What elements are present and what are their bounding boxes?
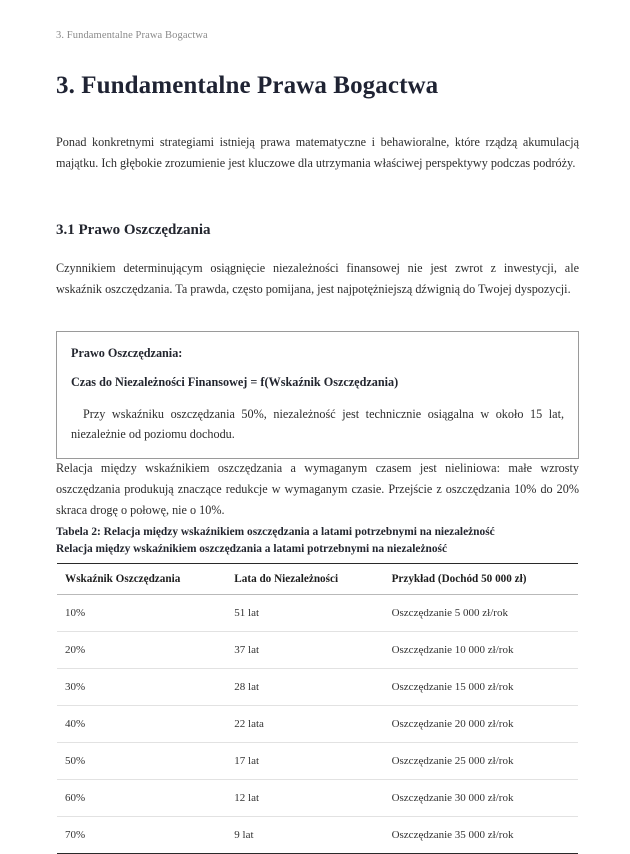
cell-years: 12 lat <box>234 780 391 817</box>
column-header-years: Lata do Niezależności <box>234 564 391 595</box>
callout-body-text: Przy wskaźniku oszczędzania 50%, niezależność jest technicznie osiągalna w około 15 lat, niezależnie od poziomu dochodu. <box>71 407 564 441</box>
cell-savings-rate: 70% <box>57 817 234 854</box>
cell-savings-rate: 50% <box>57 743 234 780</box>
table-row <box>57 632 578 669</box>
cell-example: Oszczędzanie 15 000 zł/rok <box>392 669 578 706</box>
cell-years: 17 lat <box>234 743 391 780</box>
table-caption <box>56 524 579 558</box>
section-paragraph: Czynnikiem determinującym osiągnięcie niezależności finansowej nie jest zwrot z inwestycji, ale wskaźnik oszczędzania. Ta prawda, często pomijana, jest najpotężniejszą dźwignią do Twojej dyspozycji. <box>56 261 579 296</box>
intro-paragraph: Ponad konkretnymi strategiami istnieją prawa matematyczne i behawioralne, które rządzą akumulacją majątku. Ich głębokie zrozumienie jest kluczowe dla utrzymania właściwej perspektywy podczas podróży. <box>56 135 579 170</box>
cell-savings-rate: 40% <box>57 706 234 743</box>
cell-years: 37 lat <box>234 632 391 669</box>
column-header-example: Przykład (Dochód 50 000 zł) <box>392 564 578 595</box>
cell-example: Oszczędzanie 30 000 zł/rok <box>392 780 578 817</box>
table-row <box>57 780 578 817</box>
cell-years: 22 lata <box>234 706 391 743</box>
callout-formula: Czas do Niezależności Finansowej = f(Wskaźnik Oszczędzania) <box>71 375 399 389</box>
post-callout-paragraph: Relacja między wskaźnikiem oszczędzania a wymaganym czasem jest nieliniowa: małe wzrosty oszczędzania produkują znaczące redukcje w wymaganym czasie. Przejście z oszczędzania 10% do 20% skraca drogę o połowę, nie o 10%. <box>56 461 579 517</box>
table-row <box>57 743 578 780</box>
cell-savings-rate: 30% <box>57 669 234 706</box>
cell-example: Oszczędzanie 20 000 zł/rok <box>392 706 578 743</box>
table-row <box>57 595 578 632</box>
table-head <box>57 564 578 595</box>
cell-example: Oszczędzanie 10 000 zł/rok <box>392 632 578 669</box>
definition-callout-box <box>56 331 579 459</box>
callout-title: Prawo Oszczędzania: <box>71 346 183 360</box>
savings-rate-table-wrapper <box>57 563 578 854</box>
column-header-savings-rate: Wskaźnik Oszczędzania <box>57 564 234 595</box>
cell-years: 51 lat <box>234 595 391 632</box>
cell-example: Oszczędzanie 5 000 zł/rok <box>392 595 578 632</box>
cell-years: 28 lat <box>234 669 391 706</box>
cell-savings-rate: 20% <box>57 632 234 669</box>
page-title: 3. Fundamentalne Prawa Bogactwa <box>56 72 439 99</box>
savings-rate-table <box>57 563 578 854</box>
section-heading-3-1: 3.1 Prawo Oszczędzania <box>56 222 211 238</box>
table-header-row <box>57 564 578 595</box>
running-header: 3. Fundamentalne Prawa Bogactwa <box>56 30 208 41</box>
cell-savings-rate: 10% <box>57 595 234 632</box>
cell-example: Oszczędzanie 25 000 zł/rok <box>392 743 578 780</box>
cell-years: 9 lat <box>234 817 391 854</box>
table-caption-line-2: Relacja między wskaźnikiem oszczędzania a latami potrzebnymi na niezależność <box>56 543 448 555</box>
table-body <box>57 595 578 854</box>
cell-savings-rate: 60% <box>57 780 234 817</box>
cell-example: Oszczędzanie 35 000 zł/rok <box>392 817 578 854</box>
table-row <box>57 817 578 854</box>
table-row <box>57 706 578 743</box>
table-caption-line-1: Tabela 2: Relacja między wskaźnikiem oszczędzania a latami potrzebnymi na niezależność <box>56 526 495 538</box>
table-row <box>57 669 578 706</box>
